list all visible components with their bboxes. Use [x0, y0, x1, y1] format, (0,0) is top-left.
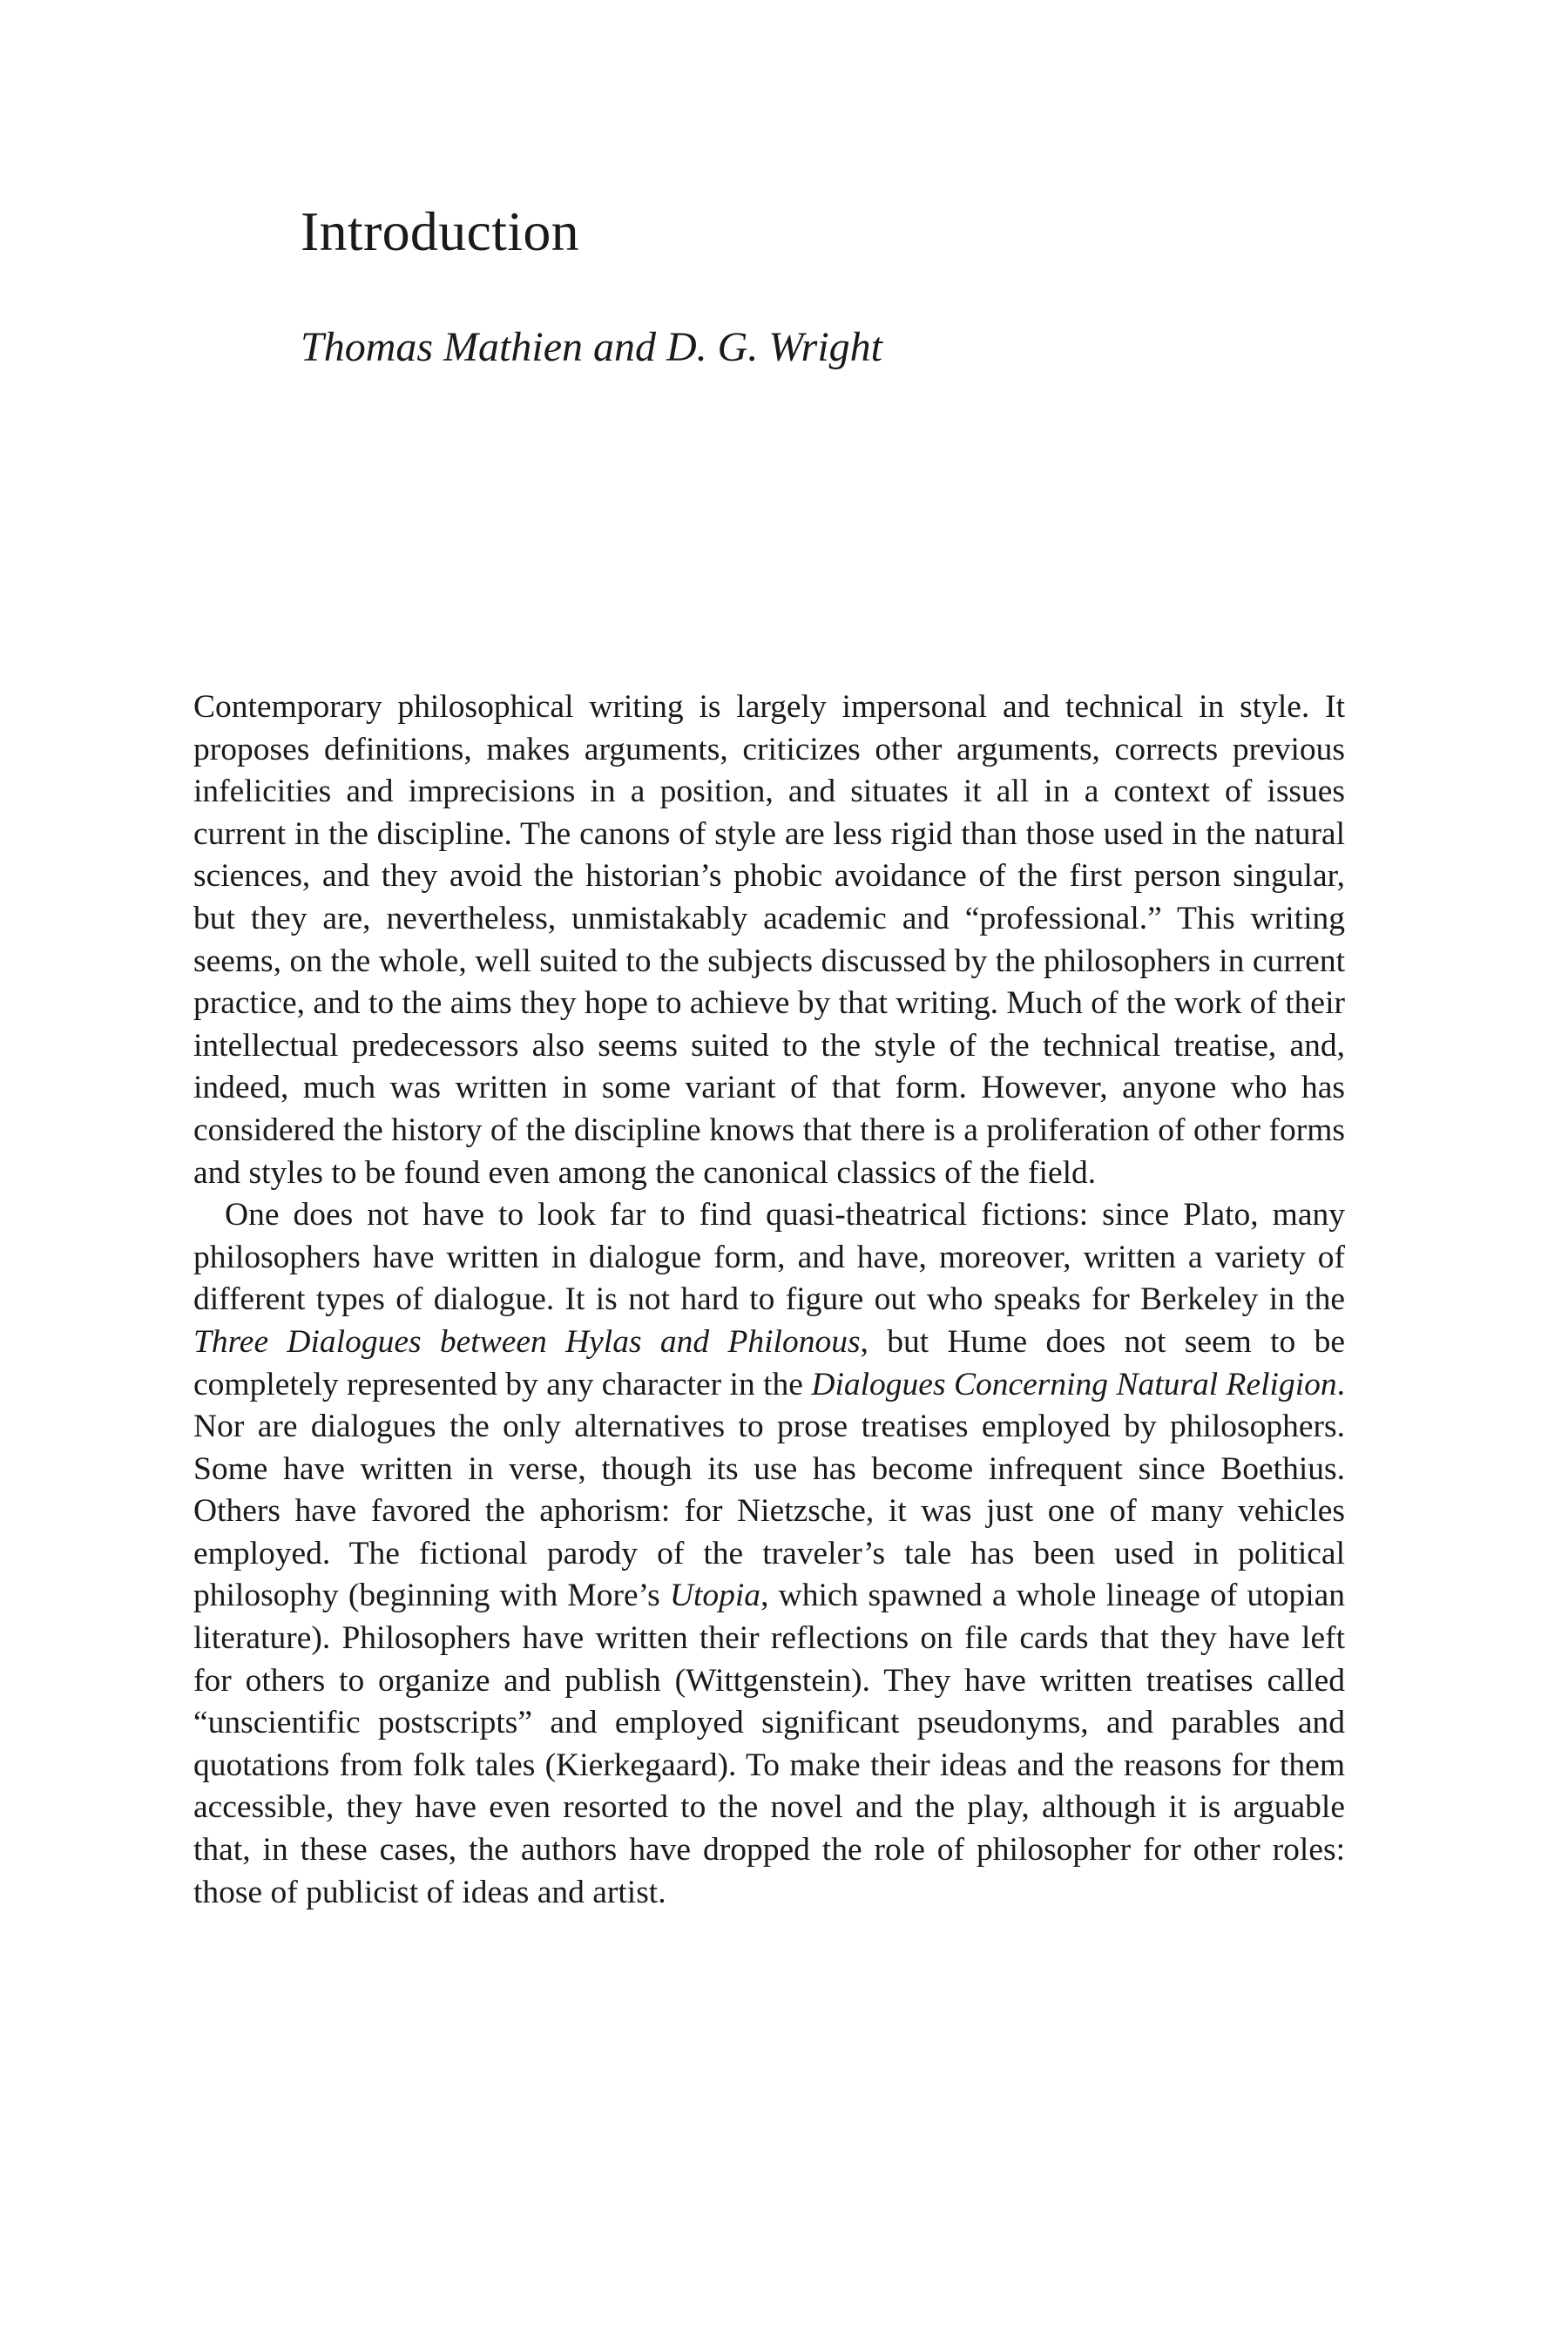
book-title-utopia: Utopia	[669, 1578, 761, 1614]
chapter-title: Introduction	[301, 200, 579, 262]
text-segment: . Nor are dialogues the only alternatives to prose treatises employed by philosophers. Some have written in verse, though its use has become infrequent since Boethius. Others have favored the aphorism: for Nietzsche, it was just one of many vehicles employed. The fictional parody of the traveler’s tale has been used in political philosophy (beginning with More’s	[193, 1366, 1345, 1614]
text-segment: , but Hume does not seem to be completely represented by any character in the	[193, 1323, 1345, 1402]
paragraph	[193, 1194, 1345, 1914]
chapter-authors: Thomas Mathien and D. G. Wright	[301, 324, 883, 370]
paragraph	[193, 686, 1345, 1194]
text-segment: One does not have to look far to find quasi-theatrical fictions: since Plato, many philosophers have written in dialogue form, and have, moreover, written a variety of different types of dialogue. It is not hard to figure out who speaks for Berkeley in the	[193, 1197, 1345, 1318]
text-segment: , which spawned a whole lineage of utopian literature). Philosophers have written their reflections on file cards that they have left for others to organize and publish (Wittgenstein). They have written treatises called “unscientific postscripts” and employed significant pseudonyms, and parables and quotations from folk tales (Kierkegaard). To make their ideas and the reasons for them accessible, they have even resorted to the novel and the play, although it is arguable that, in these cases, the authors have dropped the role of philosopher for other roles: those of publicist of ideas and artist.	[193, 1578, 1346, 1910]
book-title-dialogues-natural-religion: Dialogues Concerning Natural Religion	[811, 1366, 1337, 1402]
book-title-three-dialogues: Three Dialogues between Hylas and Philonous	[193, 1323, 861, 1360]
text-segment: Contemporary philosophical writing is largely impersonal and technical in style. It proposes definitions, makes arguments, criticizes other arguments, corrects previous infelicities and imprecisions in a position, and situates it all in a context of issues current in the discipline. The canons of style are less rigid than those used in the natural sciences, and they avoid the historian’s phobic avoidance of the first person singular, but they are, nevertheless, unmistakably academic and “professional.” This writing seems, on the whole, well suited to the subjects discussed by the philosophers in current practice, and to the aims they hope to achieve by that writing. Much of the work of their intellectual predecessors also seems suited to the style of the technical treatise, and, indeed, much was written in some variant of that form. However, anyone who has considered the history of the discipline knows that there is a proliferation of other forms and styles to be found even among the canonical classics of the field.	[193, 689, 1345, 1191]
body-text	[193, 686, 1345, 1914]
